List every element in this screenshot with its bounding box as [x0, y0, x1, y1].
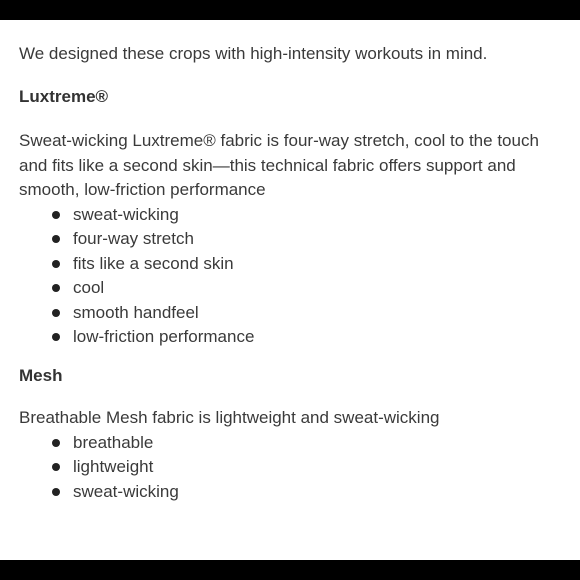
section-description-luxtreme: Sweat-wicking Luxtreme® fabric is four-way stretch, cool to the touch and fits like a second skin—this technical fabric offers support and smooth, low-friction performance [19, 131, 539, 199]
list-item-label: smooth handfeel [73, 302, 199, 322]
bottom-black-bar [0, 560, 580, 580]
list-item-label: sweat-wicking [73, 204, 179, 224]
top-black-bar [0, 0, 580, 20]
list-item [52, 252, 564, 277]
list-item-label: low-friction performance [73, 327, 255, 346]
section-heading-mesh: Mesh [19, 365, 63, 385]
list-item [52, 480, 564, 505]
list-item-label: fits like a second skin [73, 253, 234, 273]
bullet-icon [52, 260, 60, 268]
bullet-icon [52, 439, 60, 447]
bullet-icon [52, 235, 60, 243]
bullet-icon [52, 463, 60, 471]
section-heading-luxtreme: Luxtreme® [19, 86, 109, 106]
bullet-icon [52, 211, 60, 219]
intro-text: We designed these crops with high-intensity workouts in mind. [19, 44, 488, 63]
bullet-icon [52, 309, 60, 317]
section-description-mesh: Breathable Mesh fabric is lightweight and sweat-wicking [19, 408, 440, 427]
mesh-feature-list [19, 431, 564, 505]
list-item [52, 227, 564, 252]
list-item-label: lightweight [73, 457, 154, 476]
product-description [19, 42, 564, 504]
list-item-label: sweat-wicking [73, 481, 179, 501]
list-item-label: four-way stretch [73, 229, 194, 248]
list-item [52, 276, 564, 301]
list-item [52, 455, 564, 480]
list-item [52, 203, 564, 228]
list-item [52, 431, 564, 456]
bullet-icon [52, 284, 60, 292]
list-item-label: cool [73, 278, 105, 297]
list-item-label: breathable [73, 432, 154, 452]
list-item [52, 325, 564, 350]
list-item [52, 301, 564, 326]
bullet-icon [52, 488, 60, 496]
luxtreme-feature-list [19, 203, 564, 350]
bullet-icon [52, 333, 60, 341]
